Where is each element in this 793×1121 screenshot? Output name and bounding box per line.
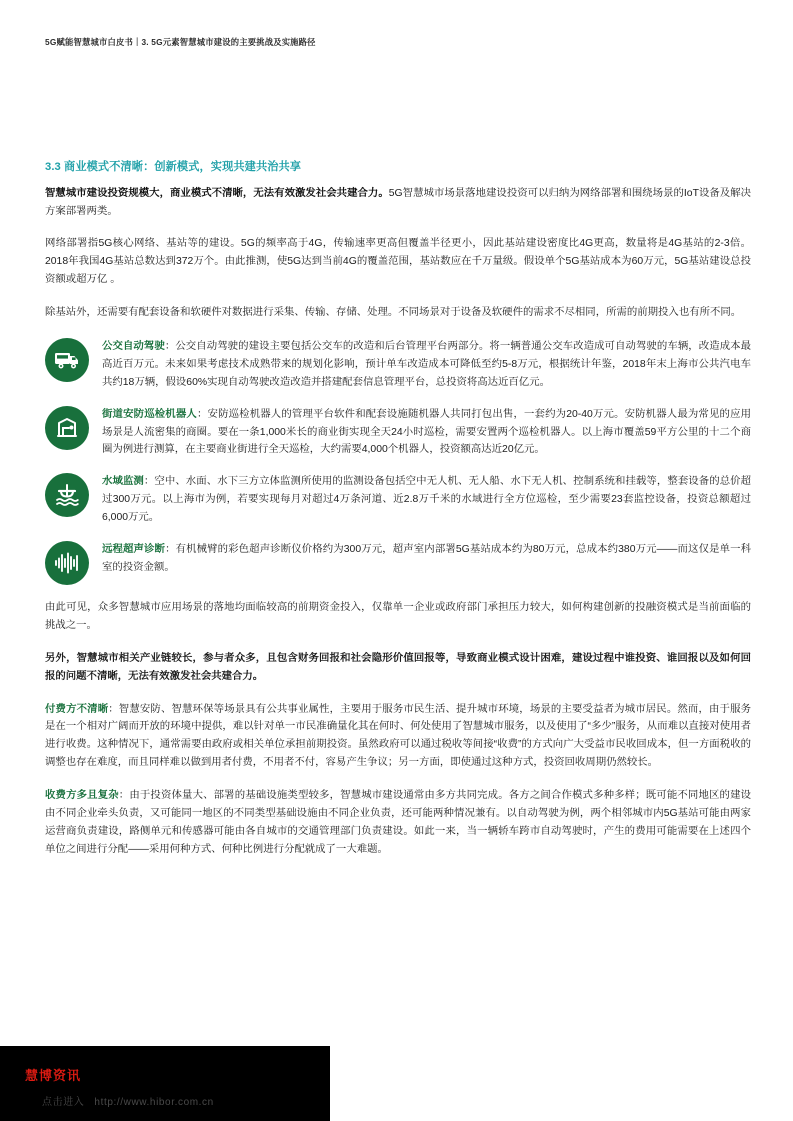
network-deployment-paragraph: 网络部署指5G核心网络、基站等的建设。5G的频率高于4G，传输速率更高但覆盖半径更小，因此基站建设密度比4G更高，数量将是4G基站的2-3倍。2018年我国4G基站总数达到372万个。由此推测，使5G达到当前4G的覆盖范围，基站数应在千万量级。假设单个5G基站成本为60万元，5G基站建设总投资额或超万亿 。 [45,238,751,286]
feature-item-water [45,472,751,527]
conclusion-paragraph: 由此可见，众多智慧城市应用场景的落地均面临较高的前期资金投入，仅靠单一企业或政府部门承担压力较大，如何构建创新的投融资模式是当前面临的挑战之一。 [45,602,751,631]
collector-separator: ： [118,790,130,802]
intro-bold-lead: 智慧城市建设投资规模大，商业模式不清晰，无法有效激发社会共建合力。 [45,187,389,199]
footer-brand-logo: 慧博资讯 [25,1068,82,1083]
water-monitoring-icon [45,473,89,517]
feature-term-bus: 公交自动驾驶 [102,341,165,353]
feature-text-robot [102,405,751,460]
feature-list [45,337,751,585]
collector-paragraph [45,787,751,859]
section-heading: 3.3 商业模式不清晰：创新模式，实现共建共治共享 [45,161,302,173]
feature-text-bus [102,337,751,392]
bus-icon [45,338,89,382]
footer-cta-label: 点击进入 [42,1097,85,1108]
feature-item-bus [45,337,751,392]
feature-body-bus: 公交自动驾驶的建设主要包括公交车的改造和后台管理平台两部分。将一辆普通公交车改造成可自动驾驶的车辆，改造成本最高近百万元。未来如果考虑技术成熟带来的规划化影响，预计单车改造成本可降低至约5-8万元，根据统计年鉴，2018年末上海市公共汽电车共约18万辆，假设60%实现自动驾驶改造改造并搭建配套信息管理平台，总投资将高达近百亿元。 [102,341,752,388]
feature-separator-bus: ： [164,341,176,353]
payer-term-label: 付费方不清晰 [45,703,109,715]
feature-body-robot: 安防巡检机器人的管理平台软件和配套设施随机器人共同打包出售，一套约为20-40万元。安防机器人最为常见的应用场景是人流密集的商圈。要在一条1,000米长的商业街实现全天24小时巡检，需要安置两个巡检机器人。以上海市覆盖59平方公里的十二个商圈为例进行测算，在主要商业街进行全天巡检，大约需要4,000个机器人，投资额高达近20亿元。 [102,408,752,456]
feature-body-water: 空中、水面、水下三方立体监测所使用的监测设备包括空中无人机、无人船、水下无人机、控制系统和挂载等，整套设备的总价超过300万元。以上海市为例，若要实现每月对超过4万条河道、近2.8万千米的水域进行全方位巡检，至少需要23套监控设备，投资总额超过6,000万元。 [102,476,752,524]
feature-item-robot [45,405,751,460]
footer-watermark-band [0,1046,330,1121]
running-header: 5G赋能智慧城市白皮书｜3. 5G元素智慧城市建设的主要挑战及实施路径 [45,37,316,47]
collector-body: 由于投资体量大、部署的基础设施类型较多，智慧城市建设通常由多方共同完成。各方之间合作模式多种多样；既可能不同地区的建设由不同企业牵头负责，又可能同一地区的不同类型基础设施由不同企业负责，还可能两种情况兼有。以自动驾驶为例，两个相邻城市内5G基站可能由两家运营商负责建设，路侧单元和传感器可能由各自城市的交通管理部门负责建设。如此一来，当一辆轿车跨市自动驾驶时，产生的费用可能需要在上述四个单位之间进行分配——采用何种方式、何种比例进行分配就成了一大难题。 [45,790,752,855]
emphasis-paragraph: 另外，智慧城市相关产业链较长，参与者众多，且包含财务回报和社会隐形价值回报等，导致商业模式设计困难，建设过程中谁投资、谁回报以及如何回报的问题不清晰，无法有效激发社会共建合力。 [45,652,751,682]
feature-item-ultrasound [45,540,751,585]
feature-separator-water: ： [143,476,155,488]
feature-separator-robot: ： [196,408,208,420]
robot-icon [45,406,89,450]
feature-text-ultrasound [102,540,751,577]
intro-paragraph [45,185,751,221]
payer-paragraph [45,701,751,773]
footer-url: http://www.hibor.com.cn [94,1097,214,1108]
payer-separator: ： [108,703,119,715]
page-content [45,160,751,859]
feature-separator-ultrasound: ： [165,544,176,556]
footer-link[interactable] [42,1093,214,1108]
collector-term-label: 收费方多且复杂 [45,790,119,802]
feature-term-robot: 街道安防巡检机器人 [102,408,197,420]
ultrasound-waveform-icon [45,541,89,585]
feature-body-ultrasound: 有机械臂的彩色超声诊断仪价格约为300万元，超声室内部署5G基站成本约为80万元，总成本约380万元——而这仅是单一科室的投资金额。 [102,544,752,573]
feature-term-water: 水域监测 [102,476,144,488]
equipment-paragraph: 除基站外，还需要有配套设备和软硬件对数据进行采集、传输、存储、处理。不同场景对于设备及软硬件的需求不尽相同，所需的前期投入也有所不同。 [45,307,742,319]
payer-body: 智慧安防、智慧环保等场景具有公共事业属性，主要用于服务市民生活、提升城市环境，场景的主要受益者为城市居民。然而，由于服务是在一个相对广阔而开放的环境中提供，难以针对单一市民准确量化其在何时、何处使用了智慧城市服务，以及使用了“多少”服务，从而难以直接对使用者进行收费。这种情况下，通常需要由政府或相关单位承担前期投资。虽然政府可以通过税收等间接“收费”的方式向广大受益市民收回成本，但一方面税收的调整也存在难度，而且同样难以做到用者付费，不用者不付，容易产生争议；另一方面，即使通过这种方式，投资回收周期仍然较长。 [45,703,752,769]
feature-term-ultrasound: 远程超声诊断 [102,544,166,556]
intro-rest: 5G智慧城市场景落地建设投资可以归纳为网络部署和围绕场景的IoT设备及解决方案部署两类。 [45,187,752,217]
feature-text-water [102,472,751,527]
